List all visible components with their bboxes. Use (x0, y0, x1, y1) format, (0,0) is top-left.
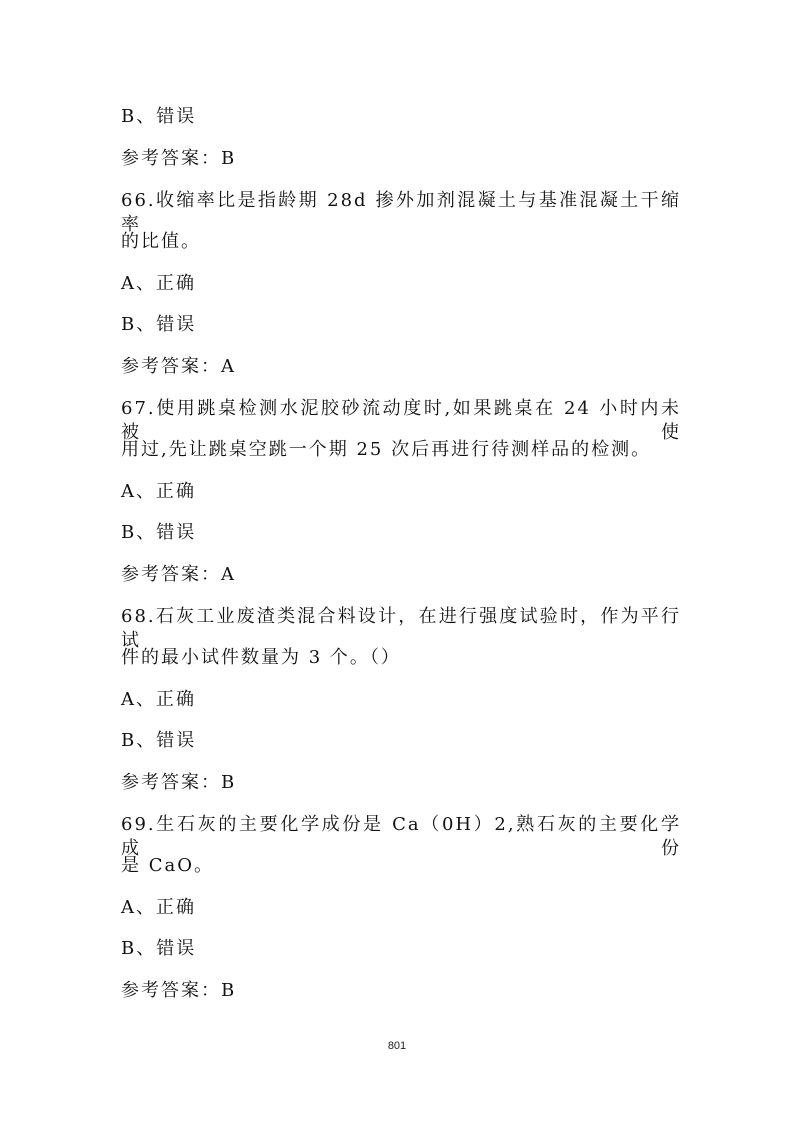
option-b: B、错误 (121, 522, 197, 543)
option-b: B、错误 (121, 938, 197, 959)
question-text: 68.石灰工业废渣类混合料设计，在进行强度试验时，作为平行试 (121, 606, 681, 651)
answer: 参考答案：A (121, 564, 236, 585)
option-b: B、错误 (121, 106, 197, 127)
page-number: 801 (387, 1040, 407, 1052)
option-a: A、正确 (121, 689, 196, 710)
question-text: 69.生石灰的主要化学成份是 Ca（0H）2,熟石灰的主要化学成份 (121, 814, 681, 859)
question-text-cont: 的比值。 (121, 231, 201, 252)
answer: 参考答案：B (121, 148, 237, 169)
option-b: B、错误 (121, 314, 197, 335)
answer: 参考答案：A (121, 356, 236, 377)
question-text: 66.收缩率比是指龄期 28d 掺外加剂混凝土与基准混凝土干缩率 (121, 190, 681, 235)
option-a: A、正确 (121, 273, 196, 294)
option-b: B、错误 (121, 730, 197, 751)
question-text: 67.使用跳桌检测水泥胶砂流动度时,如果跳桌在 24 小时内未被使 (121, 398, 681, 443)
question-text-cont: 件的最小试件数量为 3 个。（） (121, 647, 401, 668)
option-a: A、正确 (121, 897, 196, 918)
question-text-cont: 是 CaO。 (121, 855, 214, 876)
option-a: A、正确 (121, 481, 196, 502)
answer: 参考答案：B (121, 980, 237, 1001)
answer: 参考答案：B (121, 772, 237, 793)
question-text-cont: 用过,先让跳桌空跳一个期 25 次后再进行待测样品的检测。 (121, 439, 652, 460)
